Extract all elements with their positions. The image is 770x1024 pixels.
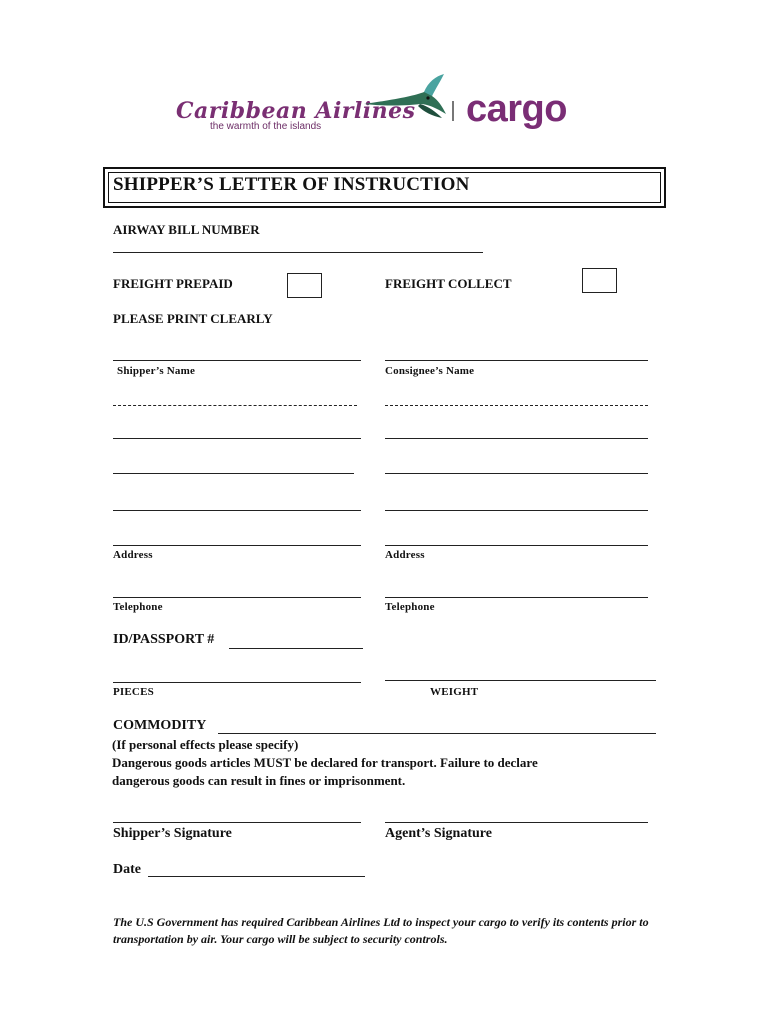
date-label: Date [113,862,141,877]
consignee-address-line-3[interactable] [385,473,648,474]
id-passport-input[interactable] [229,648,363,649]
commodity-input[interactable] [218,733,656,734]
print-clearly-label: PLEASE PRINT CLEARLY [113,311,273,326]
shipper-address-line-5[interactable] [113,545,361,546]
weight-label: WEIGHT [430,686,479,698]
freight-prepaid-label: FREIGHT PREPAID [113,276,233,291]
consignee-address-line-1[interactable] [385,405,648,406]
shipper-telephone-label: Telephone [113,601,163,613]
shipper-name-label: Shipper’s Name [117,365,196,377]
consignee-name-label: Consignee’s Name [385,365,475,377]
logo-divider [452,101,454,121]
consignee-name-input[interactable] [385,360,648,361]
shipper-address-line-3[interactable] [113,473,354,474]
title-box [103,167,666,208]
airway-bill-label: AIRWAY BILL NUMBER [113,222,260,237]
freight-collect-checkbox[interactable] [582,268,617,293]
date-input[interactable] [148,876,365,877]
consignee-address-label: Address [385,549,425,561]
weight-input[interactable] [385,680,656,681]
pieces-input[interactable] [113,682,361,683]
agent-signature-label: Agent’s Signature [385,826,492,841]
agent-signature-input[interactable] [385,822,648,823]
commodity-label: COMMODITY [113,718,207,733]
shipper-telephone-input[interactable] [113,597,361,598]
page-title: SHIPPER’S LETTER OF INSTRUCTION [113,174,470,195]
id-passport-label: ID/PASSPORT # [113,632,215,647]
consignee-address-line-4[interactable] [385,510,648,511]
consignee-address-line-5[interactable] [385,545,648,546]
hummingbird-icon [362,74,448,122]
airway-bill-input[interactable] [113,252,483,253]
consignee-address-line-2[interactable] [385,438,648,439]
security-notice: The U.S Government has required Caribbean Airlines Ltd to inspect your cargo to verify its contents prior to transportation by air. Your cargo will be subject to security controls. [113,915,649,946]
consignee-telephone-input[interactable] [385,597,648,598]
brand-tagline: the warmth of the islands [210,121,322,132]
cargo-logo: cargo [466,88,567,130]
consignee-telephone-label: Telephone [385,601,435,613]
dangerous-goods-notice-line-1: Dangerous goods articles MUST be declared for transport. Failure to declare [112,755,538,770]
freight-collect-label: FREIGHT COLLECT [385,276,512,291]
shipper-address-line-1[interactable] [113,405,357,406]
shipper-address-label: Address [113,549,153,561]
shipper-name-input[interactable] [113,360,361,361]
shipper-signature-label: Shipper’s Signature [113,826,232,841]
dangerous-goods-notice-line-2: dangerous goods can result in fines or imprisonment. [112,773,406,788]
freight-prepaid-checkbox[interactable] [287,273,322,298]
personal-effects-note: (If personal effects please specify) [112,737,299,752]
brand-name: Caribbean Airlines [176,98,416,124]
pieces-label: PIECES [113,686,154,698]
shipper-signature-input[interactable] [113,822,361,823]
shipper-address-line-4[interactable] [113,510,361,511]
shipper-address-line-2[interactable] [113,438,361,439]
